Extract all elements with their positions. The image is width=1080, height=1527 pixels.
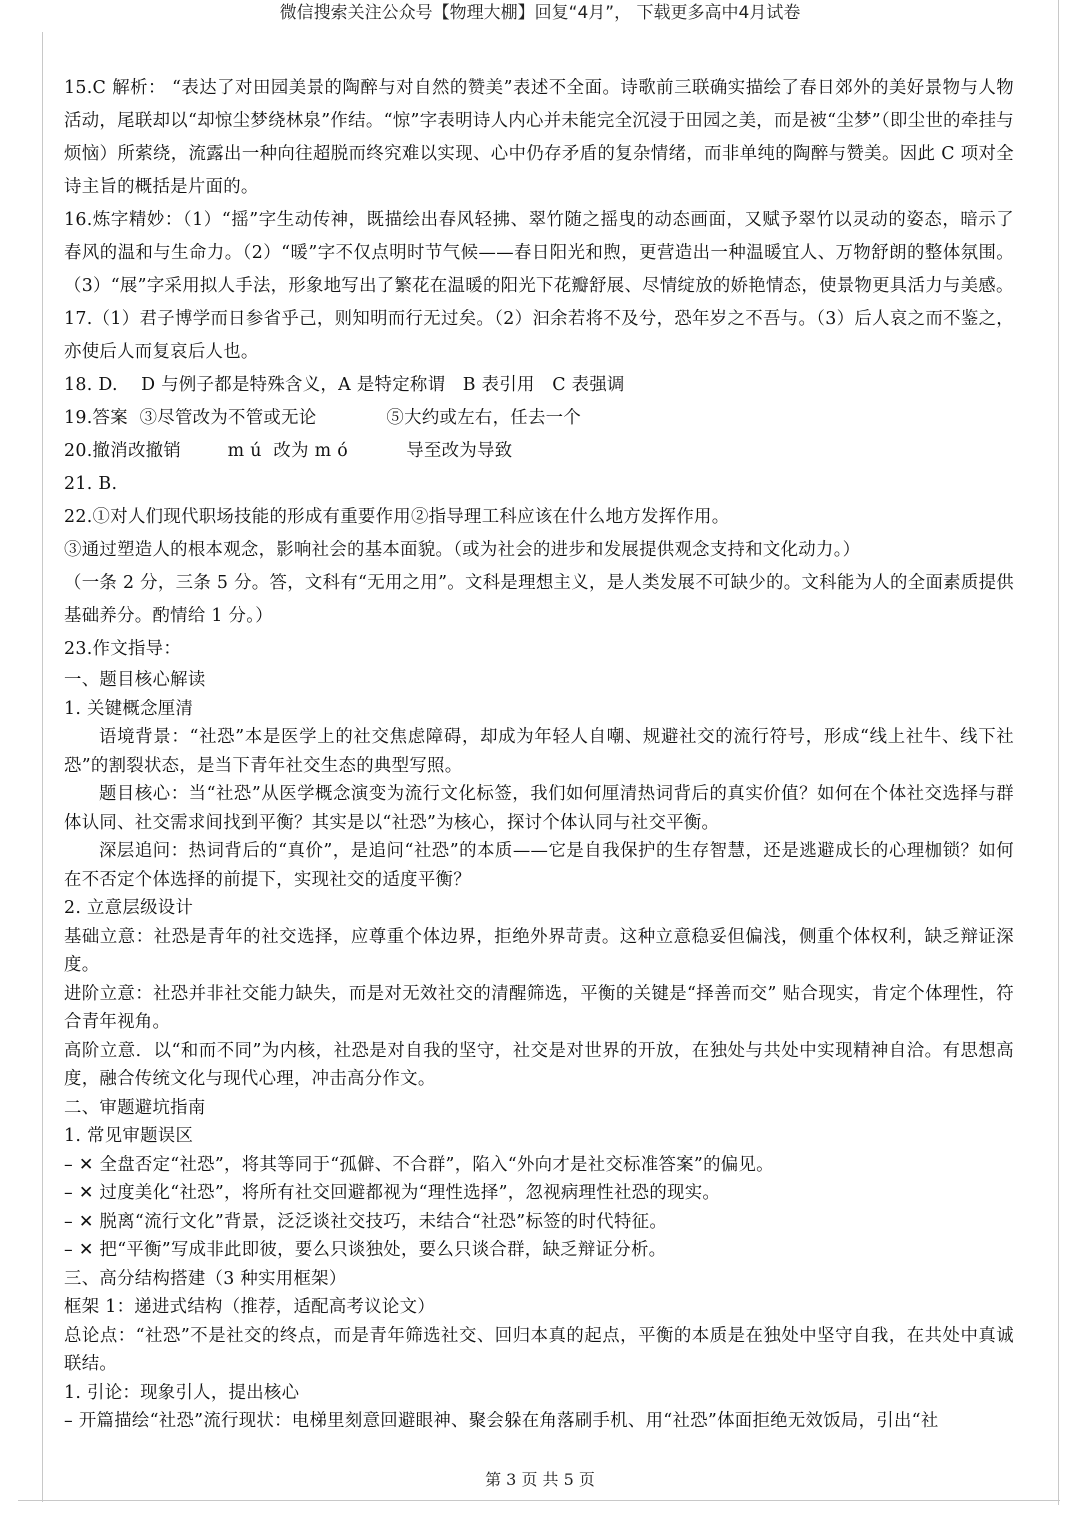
essay-subheading-1-1: 1. 关键概念厘清 (64, 698, 194, 719)
answer-21: 21. B. (64, 474, 118, 494)
essay-deep-question: 深层追问：热词背后的“真价”，是追问“社恐”的本质——它是自我保护的生存智慧，还是逃避成长的心理枷锁？如何在不否定个体选择的前提下，实现社交的适度平衡？ (64, 841, 1014, 890)
essay-heading-3: 三、高分结构搭建（3 种实用框架） (64, 1268, 347, 1289)
dash-prefix: – (64, 1183, 73, 1203)
dash-prefix: – (64, 1240, 73, 1260)
mistake-item (64, 1236, 1014, 1265)
answer-16: 16.炼字精妙：（1）“摇”字生动传神，既描绘出春风轻拂、翠竹随之摇曳的动态画面，又赋予翠竹以灵动的姿态，暗示了春风的温和与生命力。（2）“暖”字不仅点明时节气候——春日阳光和煦，更营造出一种温暖宜人、万物舒朗的整体氛围。（3）“展”字采用拟人手法，形象地写出了繁花在温暖的阳光下花瓣舒展、尽情绽放的娇艳情态，使景物更具活力与美感。 (64, 210, 1014, 296)
page-content (64, 72, 1014, 1436)
dash-prefix: – (64, 1211, 73, 1232)
essay-framework-1: 框架 1：递进式结构（推荐，适配高考议论文） (64, 1297, 436, 1317)
essay-high-thesis: 高阶立意．以“和而不同”为内核，社恐是对自我的坚守，社交是对世界的开放，在独处与共处中实现精神自洽。有思想高度，融合传统文化与现代心理，冲击高分作文。 (64, 1040, 1014, 1089)
essay-basic-thesis: 基础立意：社恐是青年的社交选择，应尊重个体边界，拒绝外界苛责。这种立意稳妥但偏浅，侧重个体权利，缺乏辩证深度。 (64, 926, 1014, 975)
mistake-item (64, 1208, 1014, 1237)
essay-thesis: 总论点：“社恐”不是社交的终点，而是青年筛选社交、回归本真的起点，平衡的本质是在独处中坚守自我，在共处中真诚联结。 (64, 1325, 1014, 1374)
cross-icon: ✕ (78, 1211, 94, 1232)
answer-22-scoring: （一条 2 分，三条 5 分。答，文科有“无用之用”。文科是理想主义，是人类发展不可缺少的。文科能为人的全面素质提供基础养分。酌情给 1 分。） (64, 573, 1014, 626)
essay-intro-heading: 1. 引论：现象引人，提出核心 (64, 1382, 300, 1403)
page-border-left (42, 32, 43, 1502)
mistake-text: 脱离“流行文化”背景，泛泛谈社交技巧，未结合“社恐”标签的时代特征。 (99, 1211, 668, 1232)
page-number: 第 3 页 共 5 页 (485, 1470, 595, 1489)
essay-heading-2: 二、审题避坑指南 (64, 1097, 206, 1118)
essay-advanced-thesis: 进阶立意：社恐并非社交能力缺失，而是对无效社交的清醒筛选，平衡的关键是“择善而交” 贴合现实，肯定个体理性，符合青年视角。 (64, 983, 1014, 1032)
mistake-text: 把“平衡”写成非此即彼，要么只谈独处，要么只谈合群，缺乏辩证分析。 (99, 1240, 667, 1260)
cross-icon: ✕ (78, 1154, 94, 1175)
answer-19: 19.答案 ③尽管改为不管或无论 ⑤大约或左右，任去一个 (64, 408, 582, 428)
cross-icon: ✕ (78, 1240, 94, 1260)
answer-20: 20.撤消改撤销 m ú 改为 m ó 导至改为导致 (64, 441, 513, 461)
mistake-item (64, 1151, 1014, 1180)
essay-context: 语境背景：“社恐”本是医学上的社交焦虑障碍，却成为年轻人自嘲、规避社交的流行符号，形成“线上社牛、线下社恐”的割裂状态，是当下青年社交生态的典型写照。 (64, 727, 1014, 776)
answer-22-line1: 22.①对人们现代职场技能的形成有重要作用②指导理工科应该在什么地方发挥作用。 (64, 507, 730, 527)
dash-prefix: – (64, 1154, 73, 1175)
essay-subheading-2-1: 1. 常见审题误区 (64, 1126, 194, 1146)
banner: 微信搜索关注公众号【物理大棚】回复“4月”， 下载更多高中4月试卷 (279, 3, 801, 23)
essay-heading-1: 一、题目核心解读 (64, 670, 206, 690)
page-border-right (1058, 0, 1059, 1505)
essay-intro-item: – 开篇描绘“社恐”流行现状：电梯里刻意回避眼神、聚会躲在角落刷手机、用“社恐”体面拒绝无效饭局，引出“社 (64, 1411, 939, 1431)
cross-icon: ✕ (78, 1183, 94, 1203)
page-border-bottom (18, 1500, 1060, 1501)
essay-subheading-1-2: 2. 立意层级设计 (64, 898, 194, 918)
mistake-text: 全盘否定“社恐”，将其等同于“孤僻、不合群”，陷入“外向才是社交标准答案”的偏见。 (99, 1154, 774, 1175)
answer-17: 17.（1）君子博学而日参省乎己，则知明而行无过矣。（2）汩余若将不及兮，恐年岁之不吾与。（3）后人哀之而不鉴之，亦使后人而复哀后人也。 (64, 309, 1014, 362)
answer-23: 23.作文指导： (64, 639, 182, 659)
answer-15: 15.C 解析： “表达了对田园美景的陶醉与对自然的赞美”表述不全面。诗歌前三联确实描绘了春日郊外的美好景物与人物活动，尾联却以“却惊尘梦绕林泉”作结。“惊”字表明诗人内心并未能完全沉浸于田园之美，而是被“尘梦”（即尘世的牵挂与烦恼）所萦绕，流露出一种向往超脱而终究难以实现、心中仍存矛盾的复杂情绪，而非单纯的陶醉与赞美。因此 C 项对全诗主旨的概括是片面的。 (64, 78, 1014, 197)
essay-core: 题目核心：当“社恐”从医学概念演变为流行文化标签，我们如何厘清热词背后的真实价值？如何在个体社交选择与群体认同、社交需求间找到平衡？其实是以“社恐”为核心，探讨个体认同与社交平衡。 (64, 784, 1014, 833)
answer-18: 18. D. D 与例子都是特殊含义，A 是特定称谓 B 表引用 C 表强调 (64, 375, 625, 395)
mistake-item (64, 1179, 1014, 1208)
answer-22-line2: ③通过塑造人的根本观念，影响社会的基本面貌。（或为社会的进步和发展提供观念支持和文化动力。） (64, 540, 861, 560)
mistake-text: 过度美化“社恐”，将所有社交回避都视为“理性选择”，忽视病理性社恐的现实。 (99, 1183, 721, 1203)
